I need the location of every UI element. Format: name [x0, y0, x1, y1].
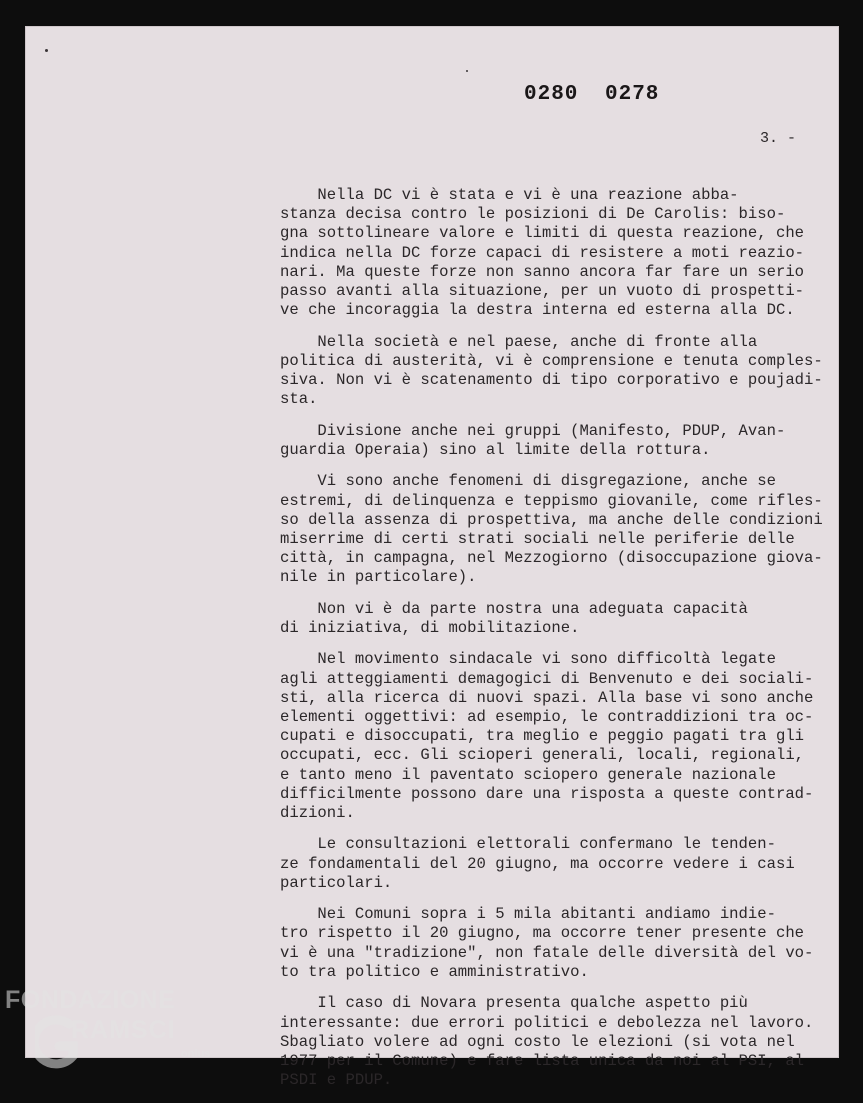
text-line: 1977 per il Comune) e fare lista unica da noi al PSI, al [280, 1051, 805, 1070]
text-line: vi è una "tradizione", non fatale delle diversità del vo- [280, 943, 814, 962]
paragraph [280, 333, 845, 410]
text-line: miserrime di certi strati sociali nelle periferie delle [280, 529, 795, 548]
text-line: to tra politico e amministrativo. [280, 962, 589, 981]
text-line: passo avanti alla situazione, per un vuoto di prospetti- [280, 281, 805, 300]
page-number: 3. - [760, 130, 797, 147]
paragraph [280, 186, 845, 320]
text-line: tro rispetto il 20 giugno, ma occorre tener presente che [280, 924, 805, 943]
text-line: guardia Operaia) sino al limite della rottura. [280, 440, 711, 459]
archive-stamp-number: 0280 [524, 83, 579, 106]
text-line: Sbagliato volere ad ogni costo le elezioni (si vota nel [280, 1032, 795, 1051]
text-line: particolari. [280, 873, 393, 892]
text-line: di iniziativa, di mobilitazione. [280, 618, 580, 637]
text-line: agli atteggiamenti demagogici di Benvenuto e dei sociali- [280, 669, 814, 688]
text-line: ve che incoraggia la destra interna ed esterna alla DC. [280, 301, 795, 320]
ink-speck [466, 70, 468, 72]
text-line: Vi sono anche fenomeni di disgregazione, anche se [280, 472, 776, 491]
text-line: elementi oggettivi: ad esempio, le contraddizioni tra oc- [280, 707, 814, 726]
document-page [25, 26, 839, 1090]
text-line: Le consultazioni elettorali confermano le tenden- [280, 835, 776, 854]
text-line: Nella società e nel paese, anche di fronte alla [280, 332, 758, 351]
text-line: siva. Non vi è scatenamento di tipo corporativo e poujadi- [280, 370, 823, 389]
watermark-line-1: FONDAZIONE [5, 986, 176, 1014]
text-line: estremi, di delinquenza e teppismo giovanile, come rifles- [280, 491, 823, 510]
text-line: so della assenza di prospettiva, ma anche delle condizioni [280, 510, 823, 529]
text-line: sti, alla ricerca di nuovi spazi. Alla base vi sono anche [280, 688, 814, 707]
archive-stamp-number: 0278 [605, 83, 660, 106]
text-line: Il caso di Novara presenta qualche aspetto più [280, 994, 748, 1013]
text-line: dizioni. [280, 803, 355, 822]
text-line: ze fondamentali del 20 giugno, ma occorre vedere i casi [280, 854, 795, 873]
text-line: nile in particolare). [280, 568, 477, 587]
paragraph [280, 472, 845, 587]
watermark-line-3: onlus [181, 1048, 211, 1060]
text-line: città, in campagna, nel Mezzogiorno (disoccupazione giova- [280, 549, 823, 568]
fondazione-gramsci-watermark [5, 986, 220, 1078]
text-line: gna sottolineare valore e limiti di questa reazione, che [280, 224, 805, 243]
text-line: occupati, ecc. Gli scioperi generali, locali, regionali, [280, 746, 805, 765]
paragraph [280, 905, 845, 982]
watermark-line-2: RAMSCI [71, 1016, 176, 1044]
text-line: stanza decisa contro le posizioni di De Carolis: biso- [280, 205, 786, 224]
text-line: difficilmente possono dare una risposta a queste contrad- [280, 784, 814, 803]
text-line: nari. Ma queste forze non sanno ancora far fare un serio [280, 262, 805, 281]
text-line: Divisione anche nei gruppi (Manifesto, PDUP, Avan- [280, 421, 786, 440]
text-line: sta. [280, 390, 318, 409]
text-line: Nella DC vi è stata e vi è una reazione abba- [280, 186, 739, 204]
paragraph [280, 600, 845, 638]
text-line: e tanto meno il paventato sciopero generale nazionale [280, 765, 776, 784]
paragraph [280, 422, 845, 460]
text-line: Nel movimento sindacale vi sono difficoltà legate [280, 650, 776, 669]
document-body [280, 186, 845, 1103]
text-line: Non vi è da parte nostra una adeguata capacità [280, 599, 748, 618]
paragraph [280, 650, 845, 823]
text-line: politica di austerità, vi è comprensione e tenuta comples- [280, 351, 823, 370]
text-line: cupati e disoccupati, tra meglio e peggio pagati tra gli [280, 727, 805, 746]
text-line: indica nella DC forze capaci di resistere a moti reazio- [280, 243, 805, 262]
text-line: PSDI e PDUP. [280, 1071, 393, 1090]
text-line: Nei Comuni sopra i 5 mila abitanti andiamo indie- [280, 905, 776, 924]
text-line: interessante: due errori politici e debolezza nel lavoro. [280, 1013, 814, 1032]
paragraph [280, 835, 845, 893]
paragraph [280, 994, 845, 1090]
ink-speck [45, 49, 48, 52]
